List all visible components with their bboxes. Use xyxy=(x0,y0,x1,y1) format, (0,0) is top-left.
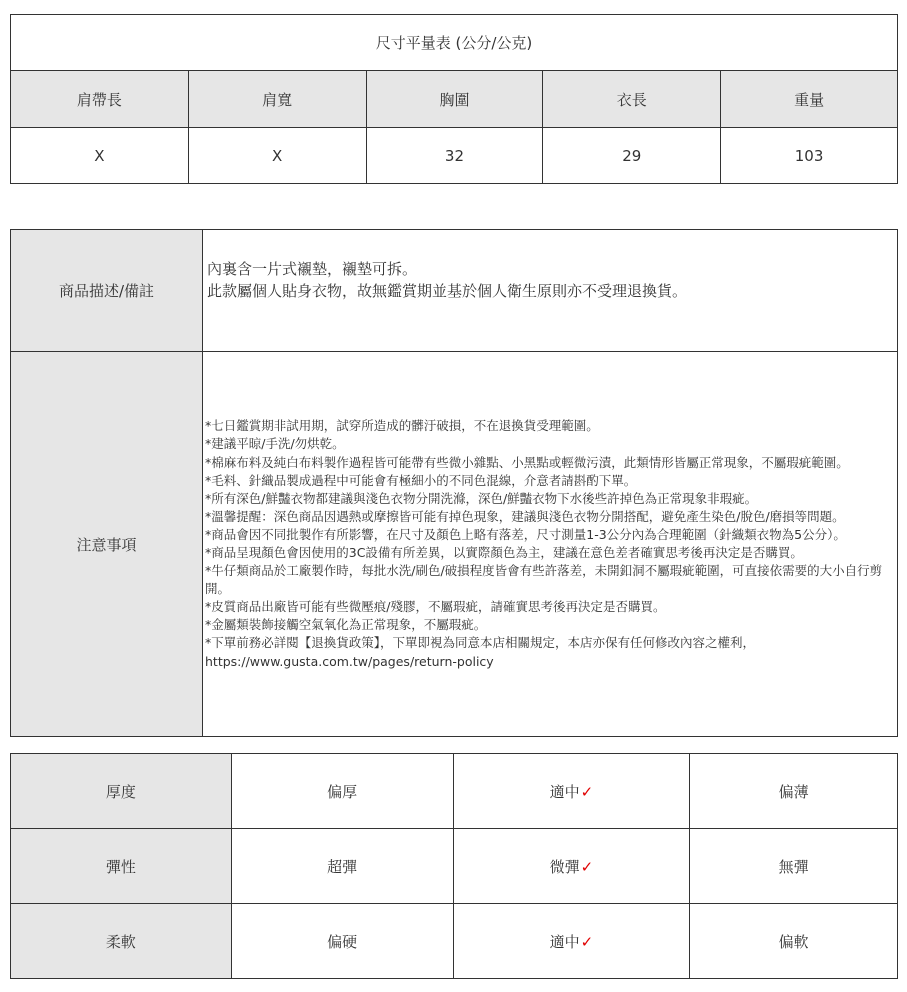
value-strap-length: X xyxy=(11,128,189,184)
note-item: *皮質商品出廠皆可能有些微壓痕/殘膠，不屬瑕疵，請確實思考後再決定是否購買。 xyxy=(205,599,666,615)
thickness-option xyxy=(231,754,453,829)
option-label: 無彈 xyxy=(778,857,809,876)
option-label: 偏軟 xyxy=(778,932,809,951)
description-content xyxy=(203,230,898,352)
softness-option-selected xyxy=(453,904,690,979)
description-table xyxy=(10,229,898,737)
thickness-row xyxy=(11,754,898,829)
thickness-option-selected xyxy=(453,754,690,829)
option-label: 微彈 xyxy=(549,857,580,876)
return-policy-link: https://www.gusta.com.tw/pages/return-policy xyxy=(205,653,494,669)
notes-label: 注意事項 xyxy=(11,352,203,737)
check-icon: ✓ xyxy=(580,857,594,876)
size-table-title: 尺寸平量表 (公分/公克) xyxy=(11,15,898,71)
header-chest: 胸圍 xyxy=(366,71,543,128)
option-label: 適中 xyxy=(549,932,580,951)
note-item: *商品呈現顏色會因使用的3C設備有所差異，以實際顏色為主，建議在意色差者確實思考後再決定是否購買。 xyxy=(205,545,803,560)
elasticity-label: 彈性 xyxy=(11,829,232,904)
note-item: *棉麻布料及純白布料製作過程皆可能帶有些微小雜點、小黑點或輕微污漬，此類情形皆屬正常現象，不屬瑕疵範圍。 xyxy=(205,454,849,470)
elasticity-row xyxy=(11,829,898,904)
header-strap-length: 肩帶長 xyxy=(11,71,189,128)
softness-option xyxy=(231,904,453,979)
option-label: 偏厚 xyxy=(327,782,358,801)
value-shoulder-width: X xyxy=(188,128,366,184)
check-icon: ✓ xyxy=(580,932,594,951)
elasticity-option xyxy=(690,829,898,904)
note-item: *所有深色/鮮豔衣物都建議與淺色衣物分開洗滌，深色/鮮豔衣物下水後些許掉色為正常現象非瑕疵。 xyxy=(205,490,758,506)
note-item: *毛料、針織品製成過程中可能會有極細小的不同色混線，介意者請斟酌下單。 xyxy=(205,472,637,488)
note-item: *溫馨提醒：深色商品因遇熱或摩擦皆可能有掉色現象，建議與淺色衣物分開搭配，避免產生染色/脫色/磨損等問題。 xyxy=(205,508,845,524)
note-item: *建議平晾/手洗/勿烘乾。 xyxy=(205,436,345,452)
description-line: 此款屬個人貼身衣物，故無鑑賞期並基於個人衛生原則亦不受理退換貨。 xyxy=(207,282,688,300)
softness-label: 柔軟 xyxy=(11,904,232,979)
softness-row xyxy=(11,904,898,979)
elasticity-option-selected xyxy=(453,829,690,904)
elasticity-option xyxy=(231,829,453,904)
check-icon: ✓ xyxy=(580,782,594,801)
notes-content xyxy=(203,352,898,737)
softness-option xyxy=(690,904,898,979)
option-label: 偏硬 xyxy=(327,932,358,951)
fabric-table xyxy=(10,753,898,979)
note-item: *商品會因不同批製作有所影響，在尺寸及顏色上略有落差，尺寸測量1-3公分內為合理範圍（針織類衣物為5公分）。 xyxy=(205,526,846,542)
option-label: 適中 xyxy=(549,782,580,801)
thickness-label: 厚度 xyxy=(11,754,232,829)
description-label: 商品描述/備註 xyxy=(11,230,203,352)
value-weight: 103 xyxy=(721,128,898,184)
header-weight: 重量 xyxy=(721,71,898,128)
note-item: *牛仔類商品於工廠製作時，每批水洗/刷色/破損程度皆會有些許落差，未開釦洞不屬瑕疵範圍，可直接依需要的大小自行剪開。 xyxy=(205,563,883,597)
thickness-option xyxy=(690,754,898,829)
header-length: 衣長 xyxy=(543,71,721,128)
size-table xyxy=(10,14,898,184)
value-chest: 32 xyxy=(366,128,543,184)
note-item: *七日鑑賞期非試用期，試穿所造成的髒汙破損，不在退換貨受理範圍。 xyxy=(205,418,599,434)
note-item: *金屬類裝飾接觸空氣氧化為正常現象，不屬瑕疵。 xyxy=(205,617,487,633)
option-label: 超彈 xyxy=(327,857,358,876)
note-item: *下單前務必詳閱【退換貨政策】，下單即視為同意本店相關規定，本店亦保有任何修改內容之權利， xyxy=(205,635,756,651)
header-shoulder-width: 肩寬 xyxy=(188,71,366,128)
value-length: 29 xyxy=(543,128,721,184)
option-label: 偏薄 xyxy=(778,782,809,801)
description-line: 內裏含一片式襯墊，襯墊可拆。 xyxy=(207,260,418,278)
